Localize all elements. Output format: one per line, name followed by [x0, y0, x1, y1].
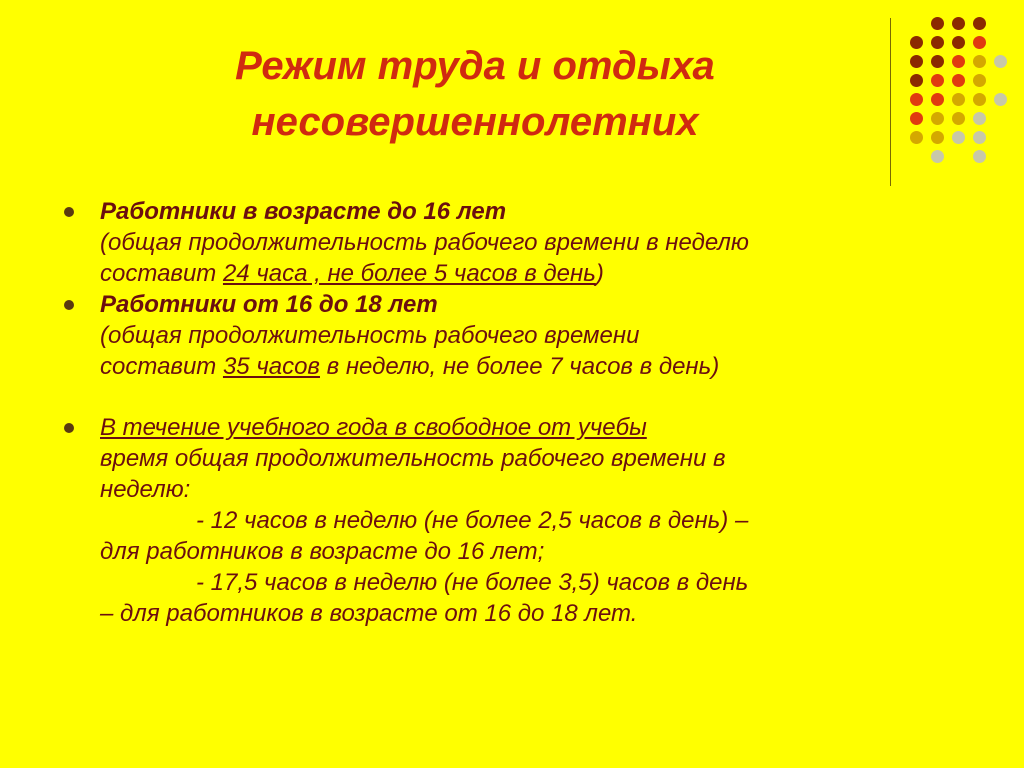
item-heading: В течение учебного года в свободное от учебы [100, 414, 647, 441]
decor-dot [994, 55, 1007, 68]
decor-dot [973, 17, 986, 30]
decor-dot [952, 112, 965, 125]
decorative-dot-grid [0, 0, 1024, 200]
decor-dot [994, 93, 1007, 106]
decor-dot [973, 150, 986, 163]
decor-dot [910, 131, 923, 144]
item-line: (общая продолжительность рабочего времени [100, 322, 640, 349]
decor-dot [952, 93, 965, 106]
decor-dot [952, 74, 965, 87]
decor-dot [931, 17, 944, 30]
item-heading: Работники в возрасте до 16 лет [100, 198, 507, 225]
item-line: – для работников в возрасте от 16 до 18 лет. [100, 600, 638, 627]
list-item [58, 289, 958, 382]
item-line: неделю: [100, 476, 191, 503]
underlined-text: 24 часа , не более 5 часов в день [222, 260, 596, 287]
decor-dot [952, 131, 965, 144]
item-line: время общая продолжительность рабочего времени в [100, 445, 726, 472]
item-line: (общая продолжительность рабочего времени в неделю [100, 229, 749, 256]
underlined-text: 35 часов [222, 353, 320, 380]
decor-dot [952, 36, 965, 49]
decor-dot [910, 36, 923, 49]
decor-dot [931, 150, 944, 163]
item-line: составит 24 часа , не более 5 часов в день) [100, 260, 604, 287]
item-line: - 12 часов в неделю (не более 2,5 часов в день) – [196, 507, 749, 534]
decor-dot [952, 17, 965, 30]
bullet-icon [64, 207, 74, 217]
decor-dot [973, 131, 986, 144]
decor-dot [973, 74, 986, 87]
decor-dot [910, 112, 923, 125]
title-line-1: Режим труда и отдыха [235, 44, 715, 88]
decor-dot [931, 74, 944, 87]
decor-dot [931, 55, 944, 68]
decor-dot [931, 131, 944, 144]
item-line: составит 35 часов в неделю, не более 7 часов в день) [100, 353, 720, 380]
decor-dot [910, 93, 923, 106]
item-line: - 17,5 часов в неделю (не более 3,5) часов в день [196, 569, 749, 596]
bullet-icon [64, 300, 74, 310]
decor-dot [973, 112, 986, 125]
decor-dot [931, 36, 944, 49]
decor-dot [973, 36, 986, 49]
title-line-2: несовершеннолетних [251, 100, 699, 144]
bullet-list [58, 196, 958, 629]
decor-dot [973, 55, 986, 68]
decor-dot [973, 93, 986, 106]
item-line: для работников в возрасте до 16 лет; [100, 538, 545, 565]
decor-dot [931, 93, 944, 106]
decor-dot [910, 55, 923, 68]
bullet-icon [64, 423, 74, 433]
item-heading: Работники от 16 до 18 лет [100, 291, 438, 318]
list-item [58, 196, 958, 289]
list-item [58, 412, 958, 629]
decor-dot [952, 55, 965, 68]
decor-dot [931, 112, 944, 125]
decor-dot [910, 74, 923, 87]
